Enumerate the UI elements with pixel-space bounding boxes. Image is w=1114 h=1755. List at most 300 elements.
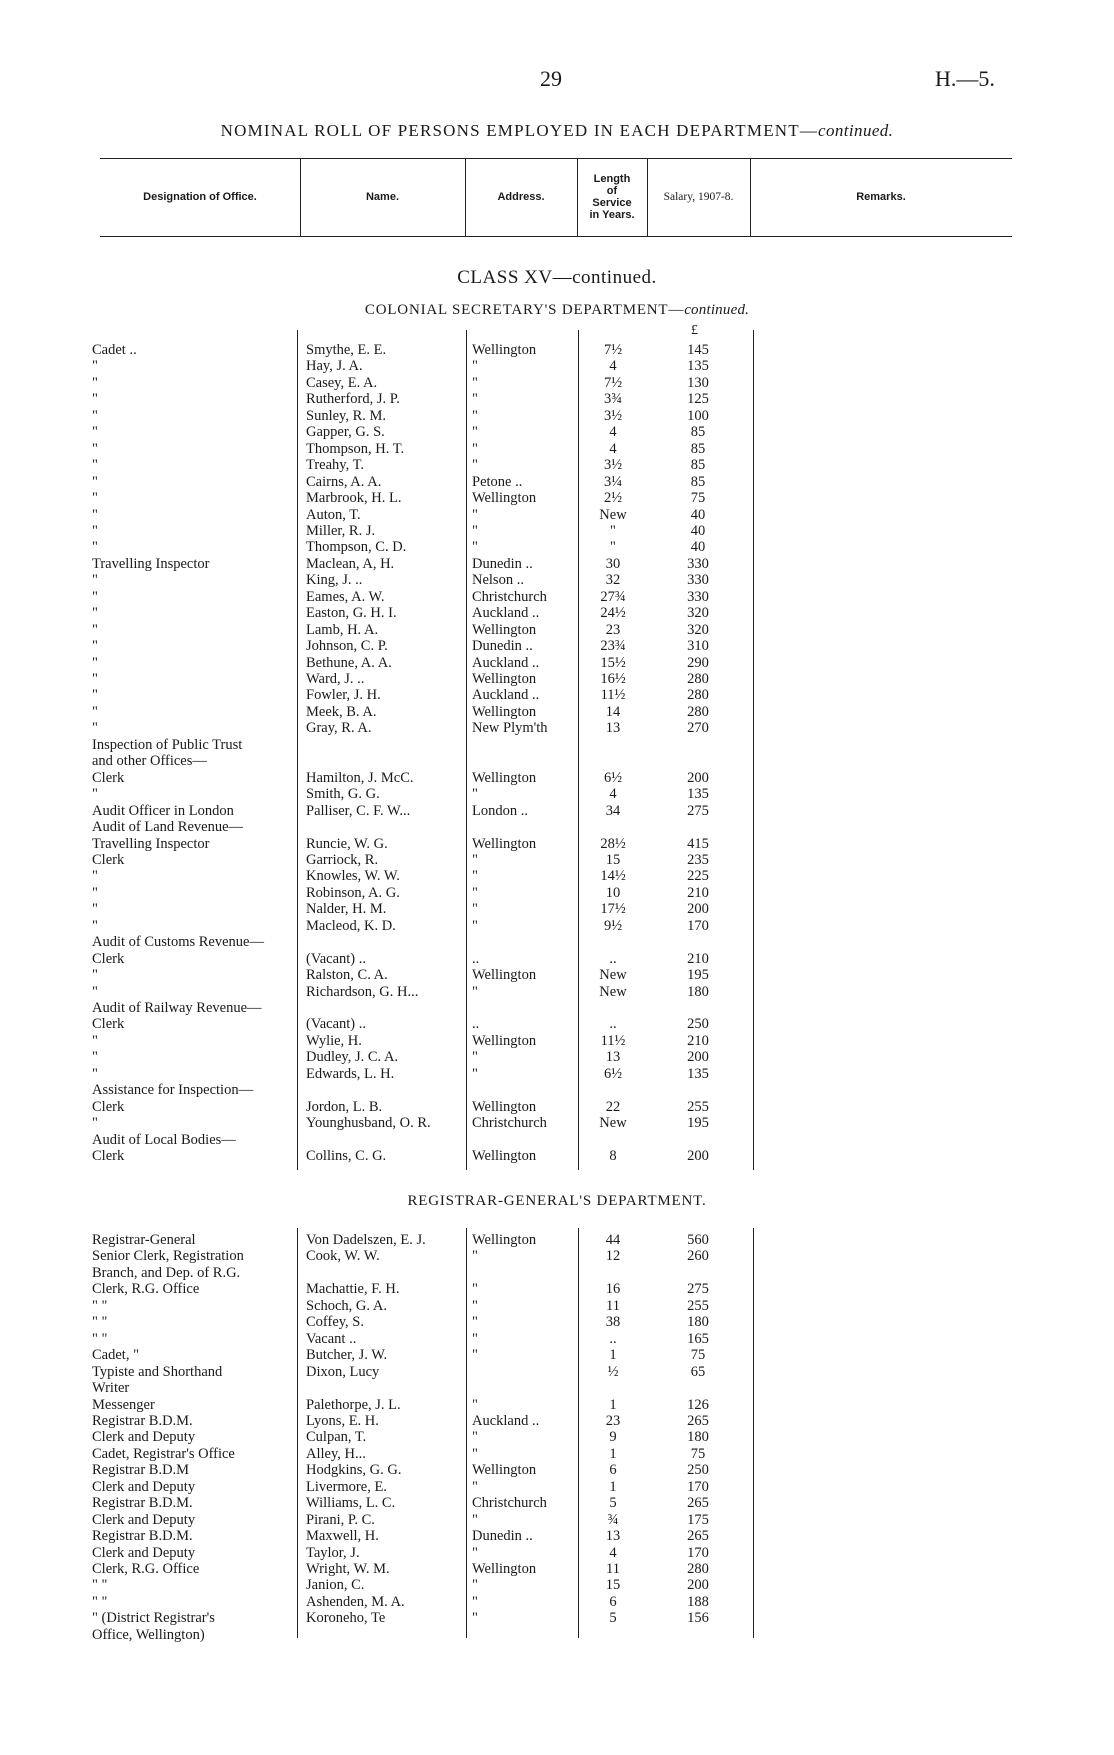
salary-cell: 195 <box>687 1115 709 1132</box>
table-row <box>0 1314 1114 1331</box>
designation-cell: " <box>92 588 98 605</box>
table-row <box>0 1331 1114 1348</box>
designation-cell: Clerk <box>92 950 125 967</box>
designation-cell: Registrar B.D.M. <box>92 1495 193 1512</box>
address-cell: Wellington <box>472 967 537 984</box>
page-title <box>0 121 1114 141</box>
service-length-cell: 23 <box>605 621 621 638</box>
name-cell: Edwards, L. H. <box>306 1065 395 1082</box>
service-length-cell: 3½ <box>603 407 623 424</box>
address-cell: Wellington <box>472 671 537 687</box>
name-cell: Miller, R. J. <box>306 522 376 539</box>
service-length-cell: " <box>610 522 616 539</box>
service-length-cell: 4 <box>609 424 617 441</box>
table-row <box>0 1528 1114 1545</box>
salary-cell: 195 <box>687 967 709 984</box>
salary-cell: 250 <box>687 1462 709 1479</box>
name-cell: Marbrook, H. L. <box>306 490 402 507</box>
designation-cell: " <box>92 506 98 523</box>
salary-cell: 135 <box>687 358 709 375</box>
designation-cell: " <box>92 1115 98 1132</box>
address-cell: " <box>472 901 478 918</box>
name-cell: (Vacant) .. <box>306 950 366 967</box>
name-cell: Fowler, J. H. <box>306 687 381 704</box>
table-row <box>0 1545 1114 1562</box>
designation-cell: " " <box>92 1593 108 1610</box>
name-cell: Smythe, E. E. <box>306 342 387 358</box>
table-row <box>0 1561 1114 1578</box>
table-row <box>0 1281 1114 1298</box>
address-cell: Wellington <box>472 1462 537 1479</box>
designation-cell: Clerk <box>92 769 125 786</box>
service-length-cell: 4 <box>609 440 617 457</box>
designation-cell: " <box>92 374 98 391</box>
service-length-cell: 5 <box>609 1610 617 1627</box>
service-length-cell: 7½ <box>603 374 623 391</box>
service-length-cell: .. <box>609 1330 617 1347</box>
service-length-cell: 8 <box>609 1148 617 1165</box>
designation-cell: " <box>92 703 98 720</box>
salary-cell: 210 <box>687 884 709 901</box>
designation-cell: " " <box>92 1330 108 1347</box>
designation-cell: Travelling Inspector <box>92 835 210 852</box>
table-row <box>0 1495 1114 1512</box>
table-row <box>0 1099 1114 1116</box>
salary-cell: 260 <box>687 1248 709 1265</box>
address-cell: Wellington <box>472 1098 537 1115</box>
name-cell: (Vacant) .. <box>306 1016 366 1033</box>
service-length-cell: ¾ <box>607 1511 619 1528</box>
designation-cell: Clerk <box>92 1098 125 1115</box>
salary-cell: 85 <box>690 473 706 490</box>
service-length-cell: 11 <box>606 1297 620 1314</box>
department-title-italic: continued. <box>684 302 750 318</box>
table-row <box>0 490 1114 507</box>
table-row <box>0 589 1114 606</box>
name-cell: Cairns, A. A. <box>306 473 382 490</box>
designation-cell: Clerk and Deputy <box>92 1511 196 1528</box>
address-cell: Wellington <box>472 1148 537 1165</box>
table-row <box>0 786 1114 803</box>
table-row <box>0 556 1114 573</box>
table-row <box>0 737 1114 754</box>
name-cell: Bethune, A. A. <box>306 654 392 671</box>
address-cell: Wellington <box>472 490 537 507</box>
table-row <box>0 704 1114 721</box>
designation-cell: Clerk, R.G. Office <box>92 1561 200 1577</box>
table-row <box>0 342 1114 359</box>
designation-cell: " <box>92 358 98 375</box>
table-row <box>0 1232 1114 1249</box>
salary-cell: 280 <box>687 1561 709 1577</box>
service-length-cell: 23 <box>605 1412 621 1429</box>
table-row <box>0 358 1114 375</box>
salary-cell: 175 <box>687 1511 709 1528</box>
service-length-cell: 27¾ <box>600 588 626 605</box>
salary-cell: 170 <box>687 1544 709 1561</box>
page-number: 29 <box>540 66 562 91</box>
address-cell: Wellington <box>472 703 537 720</box>
salary-cell: 75 <box>690 1347 706 1364</box>
name-cell: Johnson, C. P. <box>306 638 388 655</box>
salary-cell: 85 <box>690 457 706 474</box>
salary-cell: 125 <box>687 391 709 408</box>
service-length-cell: 5 <box>609 1495 617 1512</box>
name-cell: Palethorpe, J. L. <box>306 1396 401 1413</box>
designation-cell: Audit of Customs Revenue— <box>92 934 264 951</box>
designation-cell: " <box>92 917 98 934</box>
address-cell: " <box>472 983 478 1000</box>
address-cell: " <box>472 1511 478 1528</box>
name-cell: Alley, H... <box>306 1445 366 1462</box>
service-length-cell: 6 <box>609 1593 617 1610</box>
name-cell: Livermore, E. <box>306 1478 387 1495</box>
table-row <box>0 836 1114 853</box>
designation-cell: " <box>92 407 98 424</box>
salary-cell: 200 <box>687 901 709 918</box>
name-cell: Taylor, J. <box>306 1544 360 1561</box>
name-cell: Janion, C. <box>306 1577 365 1594</box>
name-cell: Coffey, S. <box>306 1314 364 1331</box>
col-header-length-line: in Years. <box>589 209 635 221</box>
name-cell: Garriock, R. <box>306 851 379 868</box>
service-length-cell: 1 <box>609 1478 617 1495</box>
page-code: H.—5. <box>935 66 995 91</box>
address-cell: Christchurch <box>472 588 547 605</box>
salary-cell: 255 <box>687 1098 709 1115</box>
table-row <box>0 638 1114 655</box>
salary-cell: 85 <box>690 424 706 441</box>
name-cell: Von Dadelszen, E. J. <box>306 1232 426 1248</box>
address-cell: " <box>472 917 478 934</box>
service-length-cell: 14½ <box>600 868 626 885</box>
salary-cell: 280 <box>687 671 709 687</box>
designation-cell: Cadet, " <box>92 1347 139 1364</box>
name-cell: Younghusband, O. R. <box>306 1115 431 1132</box>
service-length-cell: 12 <box>605 1248 621 1265</box>
service-length-cell: 17½ <box>600 901 626 918</box>
designation-cell: " <box>92 1049 98 1066</box>
address-cell: .. <box>472 950 480 967</box>
name-cell: Rutherford, J. P. <box>306 391 400 408</box>
table-row <box>0 1016 1114 1033</box>
address-cell: Christchurch <box>472 1115 547 1132</box>
salary-cell: 210 <box>687 950 709 967</box>
table-row <box>0 1000 1114 1017</box>
salary-cell: 180 <box>687 983 709 1000</box>
designation-cell: Audit of Local Bodies— <box>92 1131 236 1148</box>
salary-cell: 135 <box>687 786 709 803</box>
address-cell: " <box>472 1544 478 1561</box>
address-cell: " <box>472 1297 478 1314</box>
table-row <box>0 1132 1114 1149</box>
name-cell: Richardson, G. H... <box>306 983 419 1000</box>
table-row <box>0 1627 1114 1644</box>
designation-cell: Registrar B.D.M. <box>92 1412 193 1429</box>
salary-cell: 65 <box>690 1363 706 1380</box>
designation-cell: Assistance for Inspection— <box>92 1082 254 1099</box>
salary-cell: 225 <box>687 868 709 885</box>
service-length-cell: 15 <box>605 1577 621 1594</box>
address-cell: Dunedin .. <box>472 1528 533 1545</box>
name-cell: Lyons, E. H. <box>306 1412 379 1429</box>
salary-cell: 270 <box>687 720 709 737</box>
name-cell: Maclean, A, H. <box>306 555 395 572</box>
table-row <box>0 1462 1114 1479</box>
name-cell: Lamb, H. A. <box>306 621 379 638</box>
service-length-cell: 10 <box>605 884 621 901</box>
table-row <box>0 655 1114 672</box>
address-cell: Auckland .. <box>472 1412 540 1429</box>
salary-cell: 250 <box>687 1016 709 1033</box>
table-row <box>0 671 1114 688</box>
address-cell: " <box>472 1065 478 1082</box>
table-row <box>0 901 1114 918</box>
department-title-text: COLONIAL SECRETARY'S DEPARTMENT— <box>364 302 685 318</box>
address-cell: " <box>472 868 478 885</box>
service-length-cell: 3½ <box>603 457 623 474</box>
salary-cell: 145 <box>687 342 709 358</box>
table-row <box>0 408 1114 425</box>
name-cell: Robinson, A. G. <box>306 884 400 901</box>
table-row <box>0 918 1114 935</box>
name-cell: Hodgkins, G. G. <box>306 1462 402 1479</box>
salary-cell: 415 <box>687 835 709 852</box>
name-cell: Ralston, C. A. <box>306 967 388 984</box>
service-length-cell: 9½ <box>603 917 623 934</box>
address-cell: Wellington <box>472 1232 537 1248</box>
designation-cell: Clerk and Deputy <box>92 1478 196 1495</box>
salary-cell: 320 <box>687 621 709 638</box>
table-row <box>0 885 1114 902</box>
table-row <box>0 1248 1114 1265</box>
service-length-cell: 11½ <box>600 1032 626 1049</box>
name-cell: Collins, C. G. <box>306 1148 387 1165</box>
table-row <box>0 1413 1114 1430</box>
service-length-cell: 24½ <box>600 605 626 622</box>
name-cell: Treahy, T. <box>306 457 364 474</box>
salary-cell: 330 <box>687 588 709 605</box>
address-cell: " <box>472 374 478 391</box>
service-length-cell: 3¼ <box>603 473 623 490</box>
salary-cell: 265 <box>687 1412 709 1429</box>
name-cell: Smith, G. G. <box>306 786 380 803</box>
designation-cell: " <box>92 440 98 457</box>
table-row <box>0 1380 1114 1397</box>
designation-cell: Clerk <box>92 1148 125 1165</box>
address-cell: " <box>472 884 478 901</box>
designation-cell: Clerk <box>92 1016 125 1033</box>
table-row <box>0 1594 1114 1611</box>
address-cell: " <box>472 1593 478 1610</box>
designation-cell: " <box>92 1065 98 1082</box>
address-cell: Dunedin .. <box>472 638 533 655</box>
address-cell: " <box>472 522 478 539</box>
table-row <box>0 753 1114 770</box>
service-length-cell: .. <box>609 1016 617 1033</box>
table-row <box>0 507 1114 524</box>
table-row <box>0 819 1114 836</box>
designation-cell: " <box>92 522 98 539</box>
designation-cell: " <box>92 457 98 474</box>
service-length-cell: 1 <box>609 1347 617 1364</box>
service-length-cell: 14 <box>605 703 621 720</box>
department-title-registrar: REGISTRAR-GENERAL'S DEPARTMENT. <box>407 1193 707 1209</box>
address-cell: Wellington <box>472 342 537 358</box>
table-row <box>0 1066 1114 1083</box>
service-length-cell: 9 <box>609 1429 617 1446</box>
address-cell: " <box>472 391 478 408</box>
table-row <box>0 720 1114 737</box>
designation-cell: " <box>92 671 98 687</box>
designation-cell: " <box>92 638 98 655</box>
designation-cell: " <box>92 983 98 1000</box>
table-row <box>0 1082 1114 1099</box>
salary-cell: 265 <box>687 1495 709 1512</box>
designation-cell: Inspection of Public Trust <box>92 736 243 753</box>
service-length-cell: 28½ <box>600 835 626 852</box>
address-cell: Christchurch <box>472 1495 547 1512</box>
name-cell: Vacant .. <box>306 1330 357 1347</box>
table-row <box>0 424 1114 441</box>
table-row <box>0 457 1114 474</box>
name-cell: Macleod, K. D. <box>306 917 396 934</box>
service-length-cell: 4 <box>609 1544 617 1561</box>
service-length-cell: 13 <box>605 1049 621 1066</box>
col-header-name: Name. <box>365 191 400 203</box>
service-length-cell: ½ <box>607 1363 619 1380</box>
name-cell: Runcie, W. G. <box>306 835 388 852</box>
col-header-length-line: of <box>606 185 618 197</box>
designation-cell: Senior Clerk, Registration <box>92 1248 244 1265</box>
salary-cell: 170 <box>687 917 709 934</box>
service-length-cell: 2½ <box>603 490 623 507</box>
address-cell: Petone .. <box>472 473 523 490</box>
designation-cell: " <box>92 539 98 556</box>
salary-cell: 330 <box>687 572 709 589</box>
salary-cell: 135 <box>687 1065 709 1082</box>
service-length-cell: 1 <box>609 1445 617 1462</box>
service-length-cell: 6½ <box>603 769 623 786</box>
table-row <box>0 1364 1114 1381</box>
table-row <box>0 1347 1114 1364</box>
table-row <box>0 474 1114 491</box>
address-cell: " <box>472 1314 478 1331</box>
address-cell: Auckland .. <box>472 687 540 704</box>
address-cell: .. <box>472 1016 480 1033</box>
designation-cell: " <box>92 621 98 638</box>
service-length-cell: 13 <box>605 720 621 737</box>
name-cell: Gapper, G. S. <box>306 424 385 441</box>
salary-cell: 85 <box>690 440 706 457</box>
designation-cell: Audit of Railway Revenue— <box>92 1000 262 1016</box>
name-cell: Sunley, R. M. <box>306 407 387 424</box>
table-row <box>0 967 1114 984</box>
address-cell: Auckland .. <box>472 654 540 671</box>
service-length-cell: 32 <box>605 572 621 589</box>
page-title-italic: continued. <box>818 121 894 140</box>
table-row <box>0 622 1114 639</box>
table-row <box>0 984 1114 1001</box>
salary-cell: 75 <box>690 1445 706 1462</box>
designation-cell: " <box>92 654 98 671</box>
salary-cell: 130 <box>687 374 709 391</box>
designation-cell: Cadet .. <box>92 342 137 358</box>
service-length-cell: 44 <box>605 1232 621 1248</box>
salary-cell: 280 <box>687 703 709 720</box>
table-row <box>0 687 1114 704</box>
service-length-cell: 15 <box>605 851 621 868</box>
salary-cell: 310 <box>687 638 709 655</box>
designation-cell: Registrar-General <box>92 1232 196 1248</box>
name-cell: Maxwell, H. <box>306 1528 379 1545</box>
table-row <box>0 539 1114 556</box>
address-cell: " <box>472 1429 478 1446</box>
designation-cell: " <box>92 572 98 589</box>
salary-cell: 200 <box>687 1049 709 1066</box>
designation-cell: " <box>92 786 98 803</box>
service-length-cell: 23¾ <box>600 638 626 655</box>
service-length-cell: .. <box>609 950 617 967</box>
table-row <box>0 523 1114 540</box>
name-cell: Hay, J. A. <box>306 358 363 375</box>
salary-cell: 170 <box>687 1478 709 1495</box>
salary-cell: 180 <box>687 1429 709 1446</box>
table-row <box>0 1397 1114 1414</box>
name-cell: Dixon, Lucy <box>306 1363 380 1380</box>
salary-cell: 180 <box>687 1314 709 1331</box>
name-cell: Wylie, H. <box>306 1032 362 1049</box>
designation-cell: Audit of Land Revenue— <box>92 819 244 836</box>
name-cell: Wright, W. M. <box>306 1561 390 1577</box>
name-cell: Meek, B. A. <box>306 703 377 720</box>
salary-cell: 235 <box>687 851 709 868</box>
table-row <box>0 605 1114 622</box>
salary-cell: 275 <box>687 802 709 819</box>
salary-cell: 210 <box>687 1032 709 1049</box>
name-cell: Ward, J. .. <box>306 671 365 687</box>
table-row <box>0 1148 1114 1165</box>
table-row <box>0 375 1114 392</box>
service-length-cell: 7½ <box>603 342 623 358</box>
service-length-cell: 3¾ <box>603 391 623 408</box>
page-title-text: NOMINAL ROLL OF PERSONS EMPLOYED IN EACH DEPARTMENT— <box>220 121 819 140</box>
address-cell: New Plym'th <box>472 720 548 737</box>
service-length-cell: 6 <box>609 1462 617 1479</box>
table-row <box>0 391 1114 408</box>
address-cell: Wellington <box>472 1032 537 1049</box>
salary-cell: 188 <box>687 1593 709 1610</box>
address-cell: " <box>472 1478 478 1495</box>
service-length-cell: New <box>599 506 627 523</box>
service-length-cell: " <box>610 539 616 556</box>
address-cell: Wellington <box>472 621 537 638</box>
designation-cell: " <box>92 1032 98 1049</box>
designation-cell: " <box>92 605 98 622</box>
name-cell: Thompson, H. T. <box>306 440 405 457</box>
service-length-cell: 13 <box>605 1528 621 1545</box>
address-cell: Wellington <box>472 1561 537 1577</box>
col-header-salary: Salary, 1907-8. <box>663 191 734 203</box>
designation-cell: Registrar B.D.M <box>92 1462 190 1479</box>
service-length-cell: 34 <box>605 802 621 819</box>
designation-cell: " <box>92 473 98 490</box>
col-header-length-line: Service <box>592 197 632 209</box>
service-length-cell: 11 <box>606 1561 620 1577</box>
address-cell: " <box>472 786 478 803</box>
table-row <box>0 1479 1114 1496</box>
salary-cell: 265 <box>687 1528 709 1545</box>
